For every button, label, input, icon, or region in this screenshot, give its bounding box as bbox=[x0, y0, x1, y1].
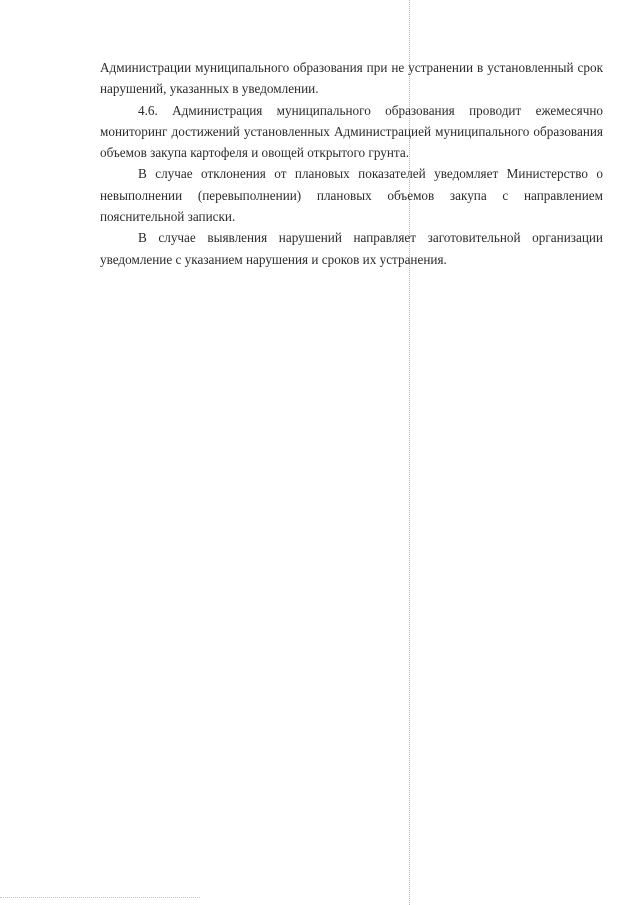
paragraph-violation-notice: В случае выявления нарушений направляет заготовительной организации уведомление с указанием нарушения и сроков их устранения. bbox=[100, 230, 603, 267]
document-body bbox=[100, 57, 603, 270]
paragraph-continuation: Администрации муниципального образования при не устранении в установленный срок нарушений, указанных в уведомлении. bbox=[100, 60, 603, 97]
paragraph-4-6-monitoring: 4.6. Администрация муниципального образования проводит ежемесячно мониторинг достижений установленных Администрацией муниципального образования объемов закупа картофеля и овощей открытого грунта. bbox=[100, 102, 603, 161]
scan-edge-mark bbox=[0, 897, 200, 898]
paragraph-deviation-notice: В случае отклонения от плановых показателей уведомляет Министерство о невыполнении (перевыполнении) плановых объемов закупа с направлением пояснительной записки. bbox=[100, 166, 603, 225]
